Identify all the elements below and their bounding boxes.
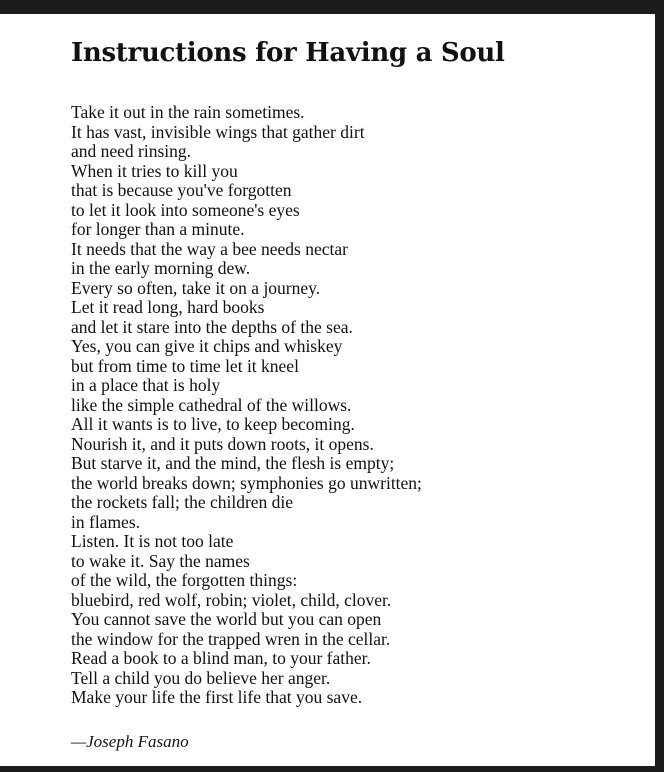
- poem-author: —Joseph Fasano: [71, 732, 189, 751]
- poem-line: All it wants is to live, to keep becoming.: [71, 414, 355, 434]
- poem-line: You cannot save the world but you can open: [71, 609, 382, 629]
- poem-line: the rockets fall; the children die: [71, 492, 294, 512]
- poem-line: bluebird, red wolf, robin; violet, child, clover.: [71, 589, 392, 610]
- poem-line: but from time to time let it kneel: [71, 355, 299, 376]
- poem-body: [71, 103, 422, 708]
- poem-line: Let it read long, hard books: [71, 297, 265, 317]
- poem-line: Make your life the first life that you save.: [71, 687, 363, 707]
- poem-line: Yes, you can give it chips and whiskey: [71, 336, 343, 356]
- poem-line: the window for the trapped wren in the cellar.: [71, 628, 391, 649]
- poem-line: of the wild, the forgotten things:: [71, 570, 298, 590]
- poem-line: and need rinsing.: [71, 141, 192, 161]
- poem-line: When it tries to kill you: [71, 160, 238, 181]
- document-page: [0, 14, 655, 766]
- poem-line: to let it look into someone's eyes: [71, 199, 300, 220]
- poem-title: Instructions for Having a Soul: [71, 38, 505, 68]
- poem-line: Listen. It is not too late: [71, 531, 234, 551]
- poem-line: to wake it. Say the names: [71, 550, 250, 571]
- poem-line: for longer than a minute.: [71, 219, 245, 239]
- poem-line: in a place that is holy: [71, 375, 221, 395]
- poem-line: Every so often, take it on a journey.: [71, 277, 321, 298]
- poem-line: Take it out in the rain sometimes.: [71, 102, 305, 122]
- poem-line: and let it stare into the depths of the sea.: [71, 316, 353, 337]
- poem-line: the world breaks down; symphonies go unwritten;: [71, 472, 422, 493]
- poem-line: that is because you've forgotten: [71, 180, 292, 200]
- poem-line: in flames.: [71, 511, 141, 532]
- poem-line: But starve it, and the mind, the flesh is empty;: [71, 453, 395, 473]
- poem-line: Read a book to a blind man, to your father.: [71, 648, 371, 668]
- poem-line: It needs that the way a bee needs nectar: [71, 238, 348, 259]
- poem-line: Nourish it, and it puts down roots, it opens.: [71, 433, 374, 454]
- poem-line: It has vast, invisible wings that gather dirt: [71, 121, 365, 142]
- poem-line: like the simple cathedral of the willows.: [71, 394, 352, 415]
- poem-line: in the early morning dew.: [71, 258, 251, 278]
- poem-line: Tell a child you do believe her anger.: [71, 667, 331, 688]
